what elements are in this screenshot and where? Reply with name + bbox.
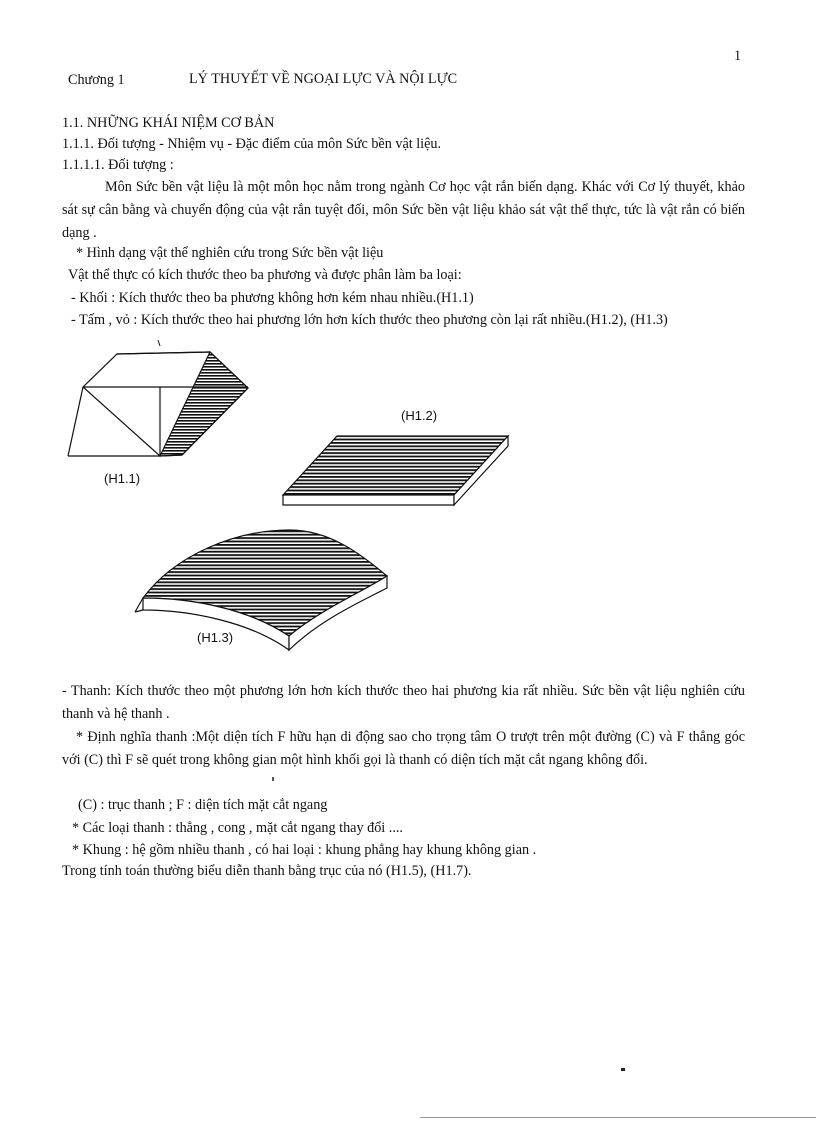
scan-dot bbox=[621, 1068, 625, 1071]
item-plate: - Tấm , vỏ : Kích thước theo hai phương lớn hơn kích thước theo phương còn lại rất nhiều.(H1.2), (H1.3) bbox=[71, 312, 668, 328]
subsection-heading: 1.1.1. Đối tượng - Nhiệm vụ - Đặc điểm của môn Sức bền vật liệu. bbox=[62, 136, 442, 152]
line-kinds: * Các loại thanh : thẳng , cong , mặt cắt ngang thay đổi .... bbox=[72, 820, 403, 836]
scan-mark bbox=[272, 777, 274, 781]
line-calc: Trong tính toán thường biểu diễn thanh bằng trục của nó (H1.5), (H1.7). bbox=[62, 863, 472, 879]
figure-block-h1-1 bbox=[68, 340, 248, 456]
chapter-label: Chương 1 bbox=[68, 72, 125, 88]
figure-plate-h1-2 bbox=[283, 436, 508, 505]
section-heading: 1.1. NHỮNG KHÁI NIỆM CƠ BẢN bbox=[62, 115, 275, 131]
footer-rule bbox=[420, 1117, 816, 1118]
caption-h1-2: (H1.2) bbox=[401, 408, 438, 423]
figure-shell-h1-3 bbox=[135, 530, 387, 650]
paragraph-definition: * Định nghĩa thanh :Một diện tích F hữu hạn di động sao cho trọng tâm O trượt trên một đường (C) và F thẳng góc với (C) thì F sẽ quét trong không gian một hình khối gọi là thanh có diện tích mặt cắt ngang không đổi. bbox=[62, 729, 745, 768]
item-block: - Khối : Kích thước theo ba phương không hơn kém nhau nhiều.(H1.1) bbox=[71, 290, 474, 306]
line-types: Vật thể thực có kích thước theo ba phương và được phân làm ba loại: bbox=[68, 267, 462, 283]
caption-h1-3: (H1.3) bbox=[197, 630, 234, 645]
subsubsection-heading: 1.1.1.1. Đối tượng : bbox=[62, 157, 174, 173]
chapter-title: LÝ THUYẾT VỀ NGOẠI LỰC VÀ NỘI LỰC bbox=[189, 71, 458, 87]
bullet-shape: * Hình dạng vật thể nghiên cứu trong Sức bền vật liệu bbox=[76, 245, 384, 261]
intro-paragraph: Môn Sức bền vật liệu là một môn học nằm trong ngành Cơ học vật rắn biến dạng. Khác với Cơ lý thuyết, khảo sát sự cân bằng và chuyển động của vật rắn tuyệt đối, môn Sức bền vật liệu khảo sát vật thể thực, tức là vật rắn có biến dạng . bbox=[62, 179, 745, 241]
caption-h1-1: (H1.1) bbox=[104, 471, 141, 486]
line-axis: (C) : trục thanh ; F : diện tích mặt cắt ngang bbox=[78, 797, 328, 813]
page-number: 1 bbox=[734, 48, 742, 64]
line-frame: * Khung : hệ gồm nhiều thanh , có hai loại : khung phẳng hay khung không gian . bbox=[72, 842, 537, 858]
paragraph-bar: - Thanh: Kích thước theo một phương lớn hơn kích thước theo hai phương kia rất nhiều. Sức bền vật liệu nghiên cứu thanh và hệ thanh . bbox=[62, 683, 745, 722]
